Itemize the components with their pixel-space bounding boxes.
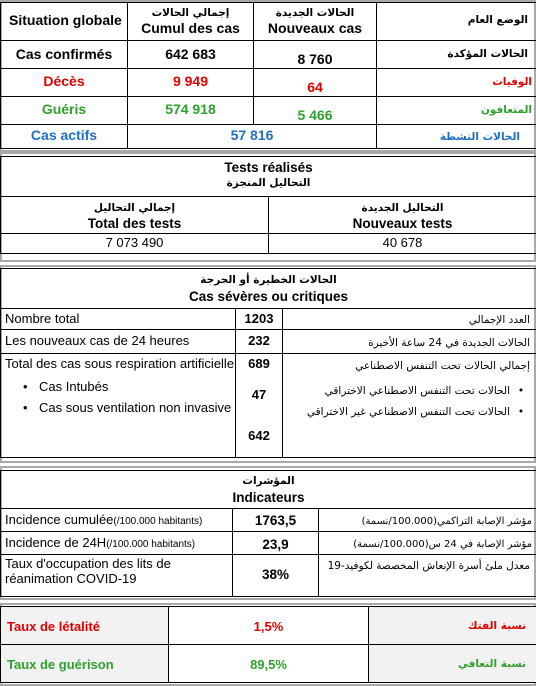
row-confirmes-label: Cas confirmés (1, 41, 128, 69)
row-actifs-value: 57 816 (128, 125, 377, 149)
tests-title-fr: Tests réalisés (224, 160, 313, 175)
severes-resp-ar-sublist (283, 381, 530, 423)
severes-resp-ar-cell (283, 354, 536, 458)
severes-intubes-label: • Cas Intubés (5, 379, 235, 394)
severes-new24-value: 232 (236, 330, 283, 354)
row-deces-new: 64 (254, 69, 377, 97)
indicateurs-inc-cum-label (1, 509, 233, 532)
severes-resp-value: 689 (248, 356, 270, 371)
severes-intubes-ar: • الحالات تحت التنفس الاصطناعي الاختراقي (283, 381, 530, 402)
row-gueris-label: Guéris (1, 97, 128, 125)
indicateurs-inc-cum-ar: مؤشر الإصابة التراكمي(100.000/نسمة) (319, 509, 536, 532)
indicateurs-title-ar: المؤشرات (242, 475, 295, 487)
severes-vni-ar: • الحالات تحت التنفس الاصطناعي غير الاختراقي (283, 402, 530, 423)
severes-vni-label: • Cas sous ventilation non invasive (5, 400, 235, 415)
severes-resp-values (236, 354, 283, 458)
tests-total-header (1, 197, 269, 234)
tests-new-value: 40 678 (269, 234, 536, 254)
row-deces-label: Décès (1, 69, 128, 97)
severes-resp-sublist (5, 379, 235, 415)
row-gueris-ar: المتعافون (377, 97, 536, 125)
row-deces-cumul: 9 949 (128, 69, 254, 97)
severes-new24-ar: الحالات الجديدة في 24 ساعة الأخيرة (283, 330, 536, 354)
indicateurs-occ-value: 38% (233, 555, 319, 597)
tests-total-value: 7 073 490 (1, 234, 269, 254)
indicateurs-inc24-label (1, 532, 233, 555)
indicateurs-inc-cum-fr: Incidence cumulée (5, 512, 114, 527)
header-situation-globale: Situation globale (1, 3, 128, 41)
row-deces-ar: الوفيات (377, 69, 536, 97)
severes-intubes-value: 47 (251, 387, 267, 402)
severes-total-value: 1203 (236, 309, 283, 330)
severes-table (0, 268, 536, 458)
tests-total-fr: Total des tests (87, 216, 182, 231)
severes-total-ar: العدد الإجمالي (283, 309, 536, 330)
header-nouveaux-ar: الحالات الجديدة (275, 7, 355, 19)
indicateurs-inc-cum-unit: (/100.000 habitants) (113, 516, 203, 527)
indicateurs-title-fr: Indicateurs (232, 490, 305, 505)
severes-title-ar: الحالات الخطيرة أو الحرجة (200, 274, 337, 286)
taux-letalite-label: Taux de létalité (1, 607, 169, 645)
row-actifs-ar: الحالات النشطة (377, 125, 536, 149)
row-gueris-cumul: 574 918 (128, 97, 254, 125)
tests-new-ar: التحاليل الجديدة (361, 202, 444, 214)
header-nouveaux-fr: Nouveaux cas (267, 20, 363, 36)
indicateurs-inc24-unit: (/100.000 habitants) (106, 539, 196, 550)
tests-new-header (269, 197, 536, 234)
severes-resp-ar: إجمالي الحالات تحت التنفس الاصطناعي (355, 360, 531, 372)
severes-total-label: Nombre total (1, 309, 236, 330)
situation-globale-table (0, 2, 536, 149)
indicateurs-occ-ar: معدل ملئ أسرة الإنعاش المخصصة لكوفيد-19 (319, 555, 536, 597)
taux-letalite-ar: نسبة الفتك (369, 607, 536, 645)
severes-title-fr: Cas sévères ou critiques (188, 289, 349, 304)
row-gueris-new: 5 466 (254, 97, 377, 125)
taux-guerison-value: 89,5% (169, 645, 369, 683)
indicateurs-inc24-ar: مؤشر الإصابة في 24 س(100.000/نسمة) (319, 532, 536, 555)
severes-resp-fr: Total des cas sous respiration artificielle (5, 356, 235, 371)
tests-new-fr: Nouveaux tests (352, 216, 453, 231)
row-confirmes-new: 8 760 (254, 41, 377, 69)
row-actifs-label: Cas actifs (1, 125, 128, 149)
header-cumul (128, 3, 254, 41)
severes-new24-label: Les nouveaux cas de 24 heures (1, 330, 236, 354)
row-confirmes-cumul: 642 683 (128, 41, 254, 69)
tests-table (0, 156, 536, 254)
indicateurs-inc-cum-value: 1763,5 (233, 509, 319, 532)
row-confirmes-ar: الحالات المؤكدة (377, 41, 536, 69)
taux-guerison-label: Taux de guérison (1, 645, 169, 683)
header-cumul-fr: Cumul des cas (141, 20, 240, 36)
tests-title-ar: التحاليل المنجزة (226, 177, 311, 189)
tests-total-ar: إجمالي التحاليل (93, 202, 176, 214)
taux-table (0, 606, 536, 683)
header-cumul-ar: إجمالي الحالات (151, 7, 230, 19)
indicateurs-title (1, 471, 536, 509)
taux-letalite-value: 1,5% (169, 607, 369, 645)
header-nouveaux (254, 3, 377, 41)
indicateurs-occ-label: Taux d'occupation des lits de réanimation COVID-19 (1, 555, 233, 597)
indicateurs-inc24-fr: Incidence de 24H (5, 535, 107, 550)
indicateurs-table (0, 470, 536, 597)
indicateurs-inc24-value: 23,9 (233, 532, 319, 555)
header-situation-ar: الوضع العام (377, 3, 536, 41)
severes-vni-value: 642 (248, 428, 270, 443)
severes-resp-label (1, 354, 236, 458)
tests-title (1, 157, 536, 197)
taux-guerison-ar: نسبة التعافي (369, 645, 536, 683)
severes-title (1, 269, 536, 309)
